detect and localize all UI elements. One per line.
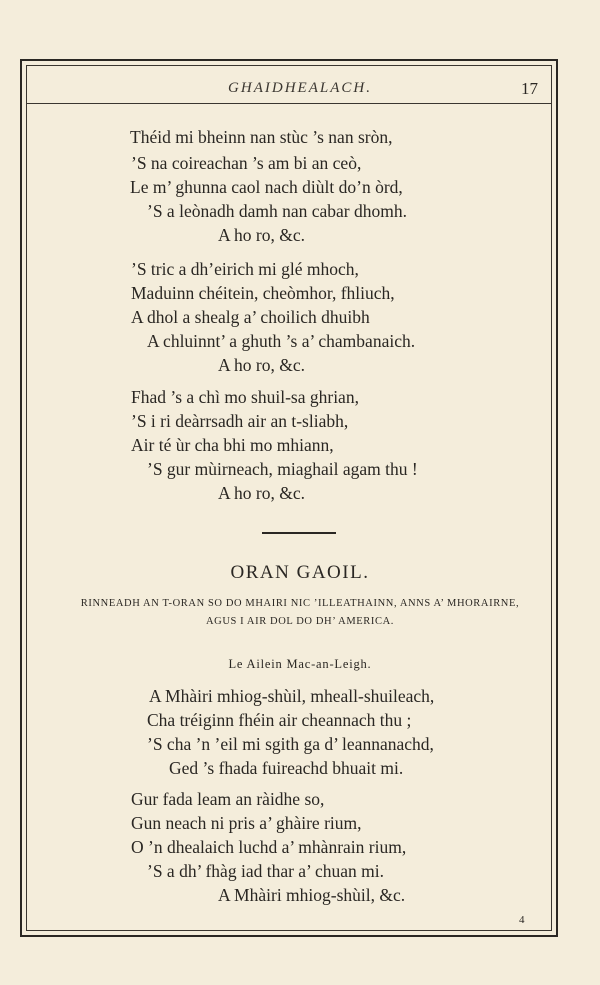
- author-attribution: Le Ailein Mac-an-Leigh.: [228, 657, 372, 671]
- page-number: 17: [521, 79, 538, 98]
- verse-line: A dhol a shealg a’ choilich dhuibh: [131, 307, 370, 327]
- verse-line: ’S na coireachan ’s am bi an ceò,: [131, 153, 362, 173]
- verse-line: O ’n dhealaich luchd a’ mhànrain rium,: [131, 837, 407, 857]
- refrain-line: A ho ro, &c.: [218, 355, 306, 375]
- verse-line: ’S a dh’ fhàg iad thar a’ chuan mi.: [147, 861, 384, 881]
- verse-line: Ged ’s fhada fuireachd bhuait mi.: [169, 758, 404, 778]
- verse-line: Fhad ’s a chì mo shuil-sa ghrian,: [131, 387, 359, 407]
- song-title: ORAN GAOIL.: [230, 562, 370, 583]
- verse-line: ’S i ri deàrrsadh air an t-sliabh,: [131, 411, 349, 431]
- verse-line: Théid mi bheinn nan stùc ’s nan sròn,: [130, 127, 393, 147]
- refrain-line: A Mhàiri mhiog-shùil, &c.: [218, 885, 406, 905]
- verse-line: Gun neach ni pris a’ ghàire rium,: [131, 813, 362, 833]
- verse-line: Cha tréiginn fhéin air cheannach thu ;: [147, 710, 412, 730]
- song-subtitle-line-2: AGUS I AIR DOL DO DH’ AMERICA.: [205, 616, 395, 627]
- verse-line: Le m’ ghunna caol nach diùlt do’n òrd,: [130, 177, 403, 197]
- verse-line: Gur fada leam an ràidhe so,: [131, 789, 325, 809]
- verse-line: A Mhàiri mhiog-shùil, mheall-shuileach,: [149, 686, 435, 706]
- verse-line: ’S a leònadh damh nan cabar dhomh.: [147, 201, 407, 221]
- refrain-line: A ho ro, &c.: [218, 483, 306, 503]
- verse-line: ’S cha ’n ’eil mi sgith ga d’ leannanachd,: [147, 734, 434, 754]
- refrain-line: A ho ro, &c.: [218, 225, 306, 245]
- verse-line: Air té ùr cha bhi mo mhiann,: [131, 435, 334, 455]
- verse-line: Maduinn chéitein, cheòmhor, fhliuch,: [131, 283, 395, 303]
- signature-mark: 4: [519, 914, 525, 926]
- verse-line: A chluinnt’ a ghuth ’s a’ chambanaich.: [147, 331, 416, 351]
- verse-line: ’S tric a dh’eirich mi glé mhoch,: [131, 259, 359, 279]
- song-subtitle-line-1: RINNEADH AN T-ORAN SO DO MHAIRI NIC ’ILLEATHAINN, ANNS A’ MHORAIRNE,: [80, 598, 520, 609]
- section-divider: [262, 532, 336, 534]
- verse-line: ’S gur mùirneach, miaghail agam thu !: [147, 459, 418, 479]
- header-rule: [26, 103, 552, 104]
- running-head: GHAIDHEALACH.: [228, 80, 372, 96]
